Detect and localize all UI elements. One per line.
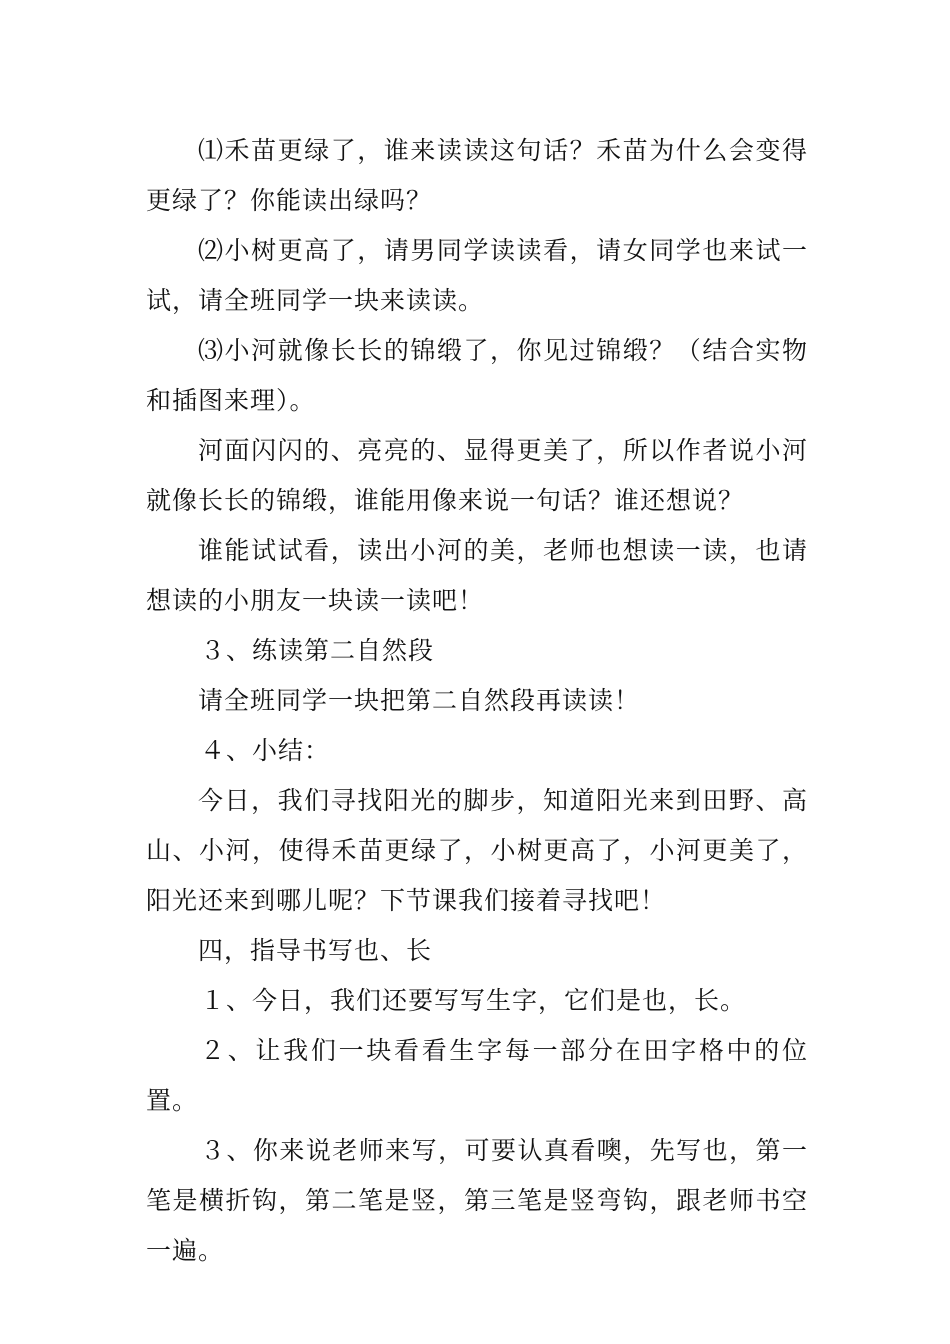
paragraph: ⑴禾苗更绿了，谁来读读这句话？禾苗为什么会变得更绿了？你能读出绿吗？ xyxy=(146,136,808,215)
paragraph: 河面闪闪的、亮亮的、显得更美了，所以作者说小河就像长长的锦缎，谁能用像来说一句话？谁还想说？ xyxy=(146,436,808,515)
paragraph: 谁能试试看，读出小河的美，老师也想读一读，也请想读的小朋友一块读一读吧！ xyxy=(146,536,808,615)
paragraph: 今日，我们寻找阳光的脚步，知道阳光来到田野、高山、小河，使得禾苗更绿了，小树更高了，小河更美了，阳光还来到哪儿呢？下节课我们接着寻找吧！ xyxy=(146,786,808,915)
section-heading: ４、小结： xyxy=(200,736,331,765)
paragraph: １、今日，我们还要写写生字，它们是也，长。 xyxy=(200,986,747,1015)
section-heading: 四，指导书写也、长 xyxy=(198,936,433,965)
paragraph: ３、你来说老师来写，可要认真看噢，先写也，第一笔是横折钩，第二笔是竖，第三笔是竖弯钩，跟老师书空一遍。 xyxy=(146,1136,808,1265)
document-body xyxy=(146,126,808,1276)
section-heading: ３、练读第二自然段 xyxy=(200,636,435,665)
paragraph: ⑶小河就像长长的锦缎了，你见过锦缎？（结合实物和插图来理）。 xyxy=(146,336,808,415)
paragraph: ⑵小树更高了，请男同学读读看，请女同学也来试一试，请全班同学一块来读读。 xyxy=(146,236,808,315)
paragraph: ２、让我们一块看看生字每一部分在田字格中的位置。 xyxy=(146,1036,808,1115)
paragraph: 请全班同学一块把第二自然段再读读！ xyxy=(198,686,641,715)
